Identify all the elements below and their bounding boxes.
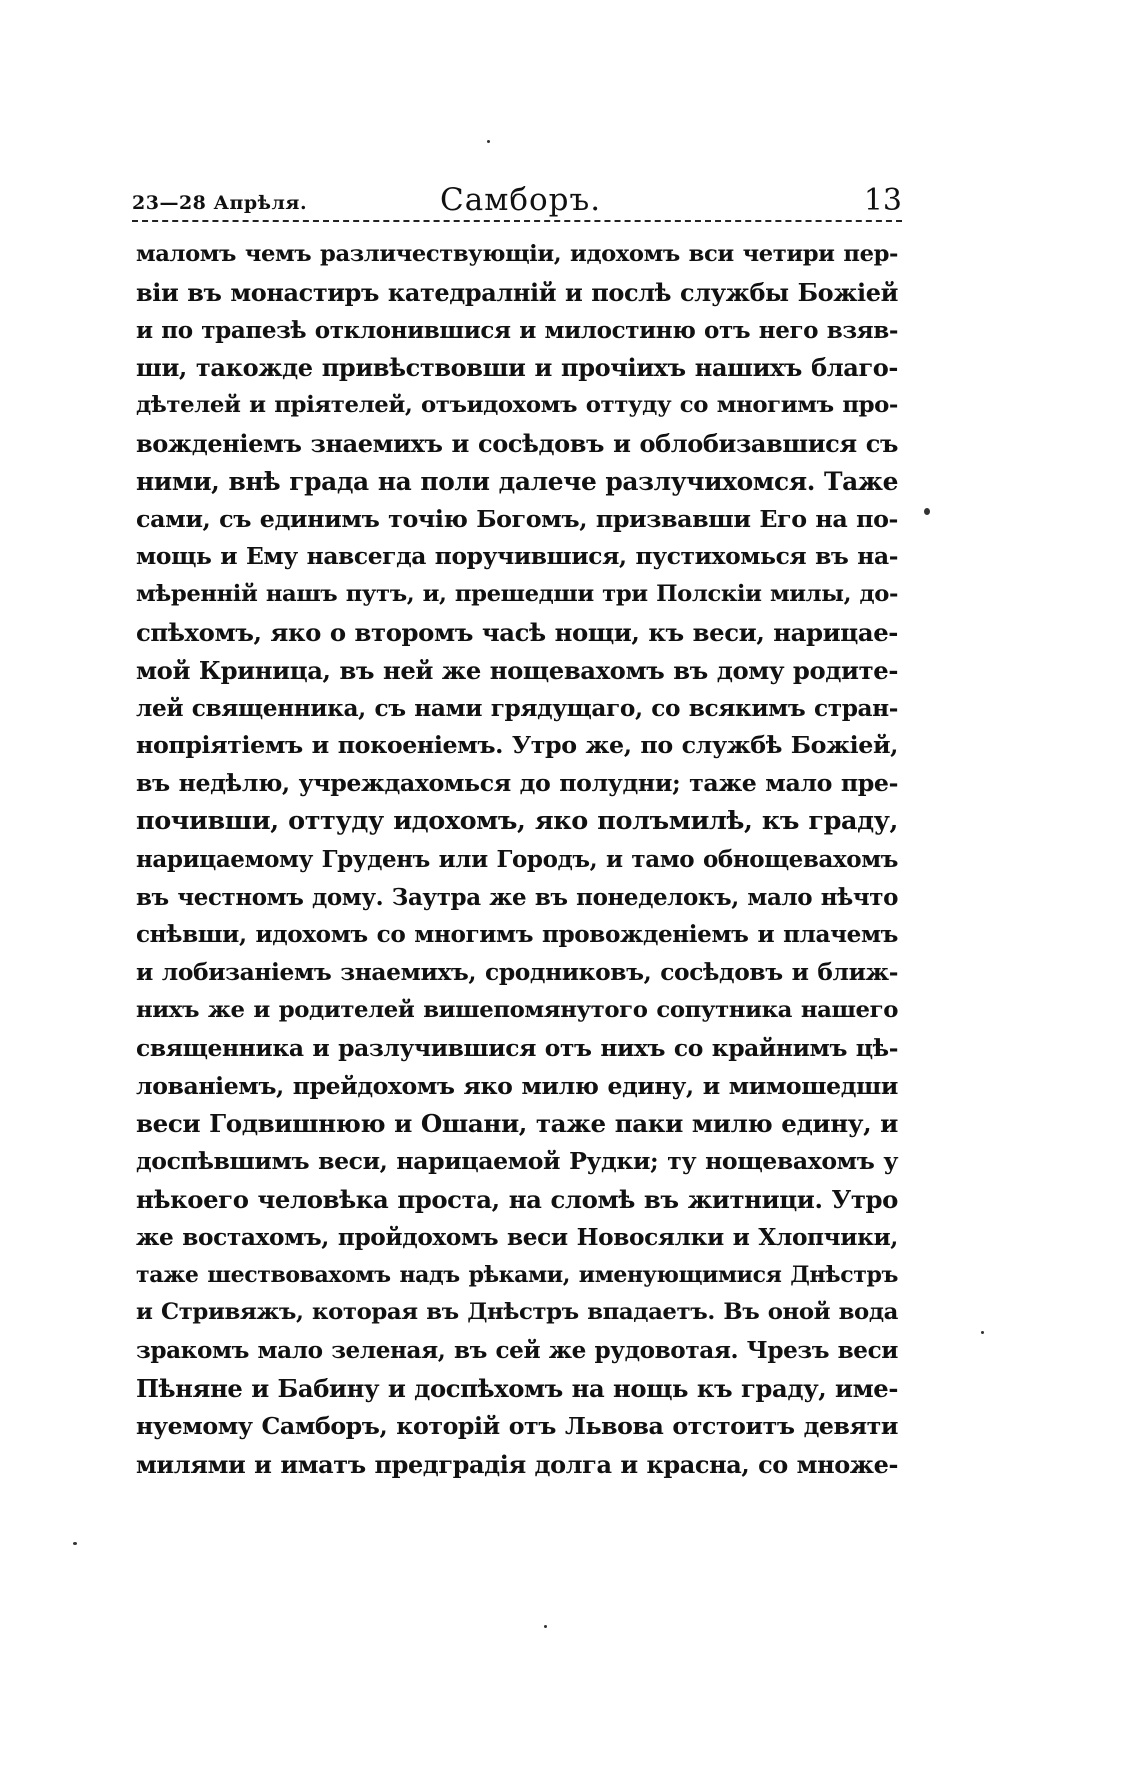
text-line: віи въ монастиръ катедралній и послѣ службы Божіей xyxy=(136,277,898,307)
text-line: нихъ же и родителей вишепомянутого сопутника нашего xyxy=(136,996,898,1023)
text-line: лей священника, съ нами грядущаго, со всякимъ стран- xyxy=(136,694,898,722)
text-line: спѣхомъ, яко о второмъ часѣ нощи, къ веси, нарицае- xyxy=(136,617,898,647)
text-line: таже шествовахомъ надъ рѣками, именующимися Днѣстръ xyxy=(136,1261,898,1288)
scan-speck xyxy=(544,1625,547,1628)
text-line: нарицаемому Груденъ или Городъ, и тамо обнощевахомъ xyxy=(136,845,898,873)
text-line: маломъ чемъ различествующіи, идохомъ вси четири пер- xyxy=(136,241,898,267)
text-line: и лобизаніемъ знаемихъ, сродниковъ, сосѣдовъ и ближ- xyxy=(136,958,898,987)
text-line: почивши, оттуду идохомъ, яко полъмилѣ, къ граду, xyxy=(136,805,898,836)
running-header xyxy=(132,172,902,222)
text-line: ши, такожде привѣствовши и прочіихъ нашихъ благо- xyxy=(136,353,898,383)
text-line: веси Годвишнюю и Ошани, таже паки милю едину, и xyxy=(136,1109,898,1139)
text-line: нѣкоего человѣка проста, на сломѣ въ житници. Утро xyxy=(136,1184,898,1214)
header-title: Самборъ. xyxy=(440,182,602,218)
text-line: же востахомъ, пройдохомъ веси Новосялки и Хлопчики, xyxy=(136,1223,898,1251)
scan-speck xyxy=(487,140,490,143)
page-number: 13 xyxy=(863,183,902,218)
text-line: сами, съ единимъ точію Богомъ, призвавши Его на по- xyxy=(136,504,898,533)
text-line: Пѣняне и Бабину и доспѣхомъ на нощь къ граду, име- xyxy=(136,1373,898,1403)
text-line: священника и разлучившися отъ нихъ со крайнимъ цѣ- xyxy=(136,1033,898,1062)
scan-speck xyxy=(981,1331,984,1334)
header-dates: 23—28 Апрѣля. xyxy=(132,192,308,214)
text-line: зракомъ мало зеленая, въ сей же рудовотая. Чрезъ веси xyxy=(136,1337,898,1365)
text-line: снѣвши, идохомъ со многимъ провожденіемъ и плачемъ xyxy=(136,921,898,949)
text-line: доспѣвшимъ веси, нарицаемой Рудки; ту нощевахомъ у xyxy=(136,1147,898,1176)
text-line: вожденіемъ знаемихъ и сосѣдовъ и облобизавшися съ xyxy=(136,428,898,458)
scan-speck xyxy=(73,1542,77,1545)
text-line: мой Криница, въ ней же нощевахомъ въ дому родите- xyxy=(136,655,898,685)
text-line: и Стривяжъ, которая въ Днѣстръ впадаетъ. Въ оной вода xyxy=(136,1299,898,1326)
text-line: мощь и Ему навсегда поручившися, пустихомься въ на- xyxy=(136,542,898,571)
header-rule xyxy=(132,220,902,222)
text-line: нопріятіемъ и покоеніемъ. Утро же, по службѣ Божіей, xyxy=(136,731,898,760)
text-line: мѣренній нашъ путъ, и, прешедши три Полскіи милы, до- xyxy=(136,581,898,608)
scan-speck xyxy=(924,508,930,515)
text-line: ними, внѣ града на поли далече разлучихомся. Таже xyxy=(136,466,898,496)
text-line: въ честномъ дому. Заутра же въ понеделокъ, мало нѣчто xyxy=(136,883,898,911)
text-line: въ недѣлю, учреждахомься до полудни; таже мало пре- xyxy=(136,769,898,798)
text-line: нуемому Самборъ, которій отъ Львова отстоитъ девяти xyxy=(136,1411,898,1440)
body-text xyxy=(136,236,898,1483)
text-line: и по трапезѣ отклонившися и милостиню отъ него взяв- xyxy=(136,316,898,344)
text-line: лованіемъ, прейдохомъ яко милю едину, и мимошедши xyxy=(136,1071,898,1100)
text-line: дѣтелей и пріятелей, отъидохомъ оттуду со многимъ про- xyxy=(136,392,898,419)
text-line: милями и иматъ предградія долга и красна, со множе- xyxy=(136,1449,898,1479)
